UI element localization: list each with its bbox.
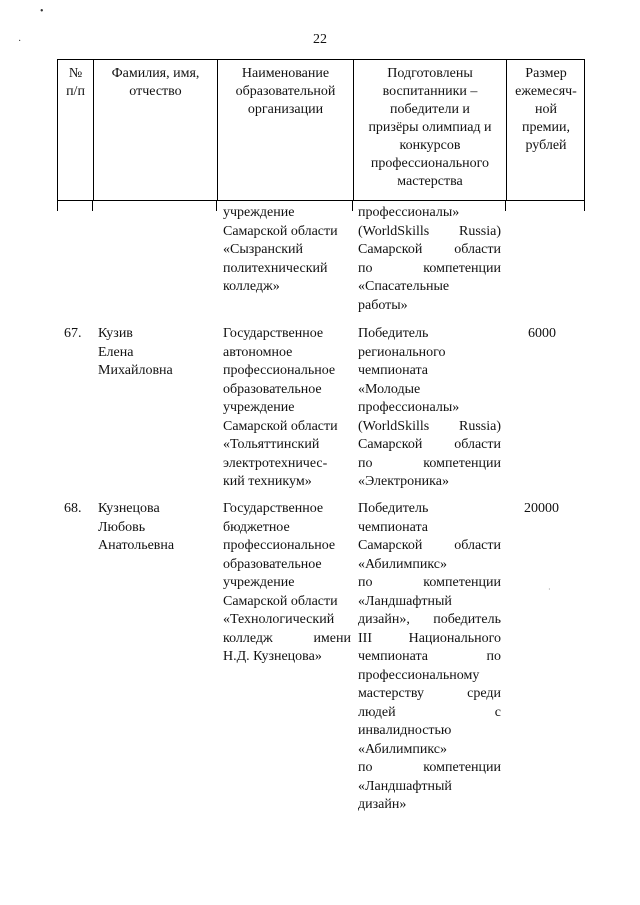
scan-mark: · [548, 585, 551, 594]
row-bonus: 20000 [524, 501, 559, 516]
column-line [216, 201, 217, 211]
row-fullname: Кузнецова Любовь Анатольевна [98, 501, 175, 553]
continuation-org: учреждение Самарской области «Сызранский политехнический колледж» [223, 205, 338, 294]
row-prepared: Победитель регионального чемпионата «Молодые профессионалы» (WorldSkills Russia) Самарской области по компетенции «Электроника» [358, 326, 501, 489]
scan-mark: · [18, 36, 22, 47]
page-number: 22 [313, 32, 327, 47]
header-name: Фамилия, имя, отчество [111, 66, 200, 99]
scan-mark: • [40, 6, 44, 17]
row-number: 68. [64, 501, 82, 516]
column-line [57, 201, 58, 211]
row-bonus: 6000 [528, 326, 556, 341]
header-prepared: Подготовлены воспитанники – победители и призёры олимпиад и конкурсов профессионального мастерства [368, 66, 492, 189]
header-bonus: Размер ежемесяч- ной премии, рублей [515, 66, 577, 153]
row-organization: Государственное автономное профессиональное образовательное учреждение Самарской области «Тольяттинский электротехничес- кий техникум» [223, 326, 338, 489]
header-org: Наименование образовательной организации [235, 66, 336, 117]
column-line [505, 201, 506, 211]
row-prepared: Победитель чемпионата Самарской области «Абилимпикс» по компетенции «Ландшафтный дизайн», победитель III Национального чемпионата по профессиональному мастерству среди людей с инвалидностью «Абилимпикс» по компетенции «Ландшафтный дизайн» [358, 501, 501, 812]
column-line [92, 201, 93, 211]
row-number: 67. [64, 326, 82, 341]
column-line [352, 201, 353, 211]
column-line [584, 201, 585, 211]
continuation-prepared: профессионалы» (WorldSkills Russia) Самарской области по компетенции «Спасательные работы» [358, 205, 501, 313]
header-num: № п/п [66, 66, 85, 99]
row-organization: Государственное бюджетное профессиональное образовательное учреждение Самарской области «Технологический колледж имени Н.Д. Кузнецова» [223, 501, 351, 664]
table-header [57, 59, 585, 201]
row-fullname: Кузив Елена Михайловна [98, 326, 173, 378]
